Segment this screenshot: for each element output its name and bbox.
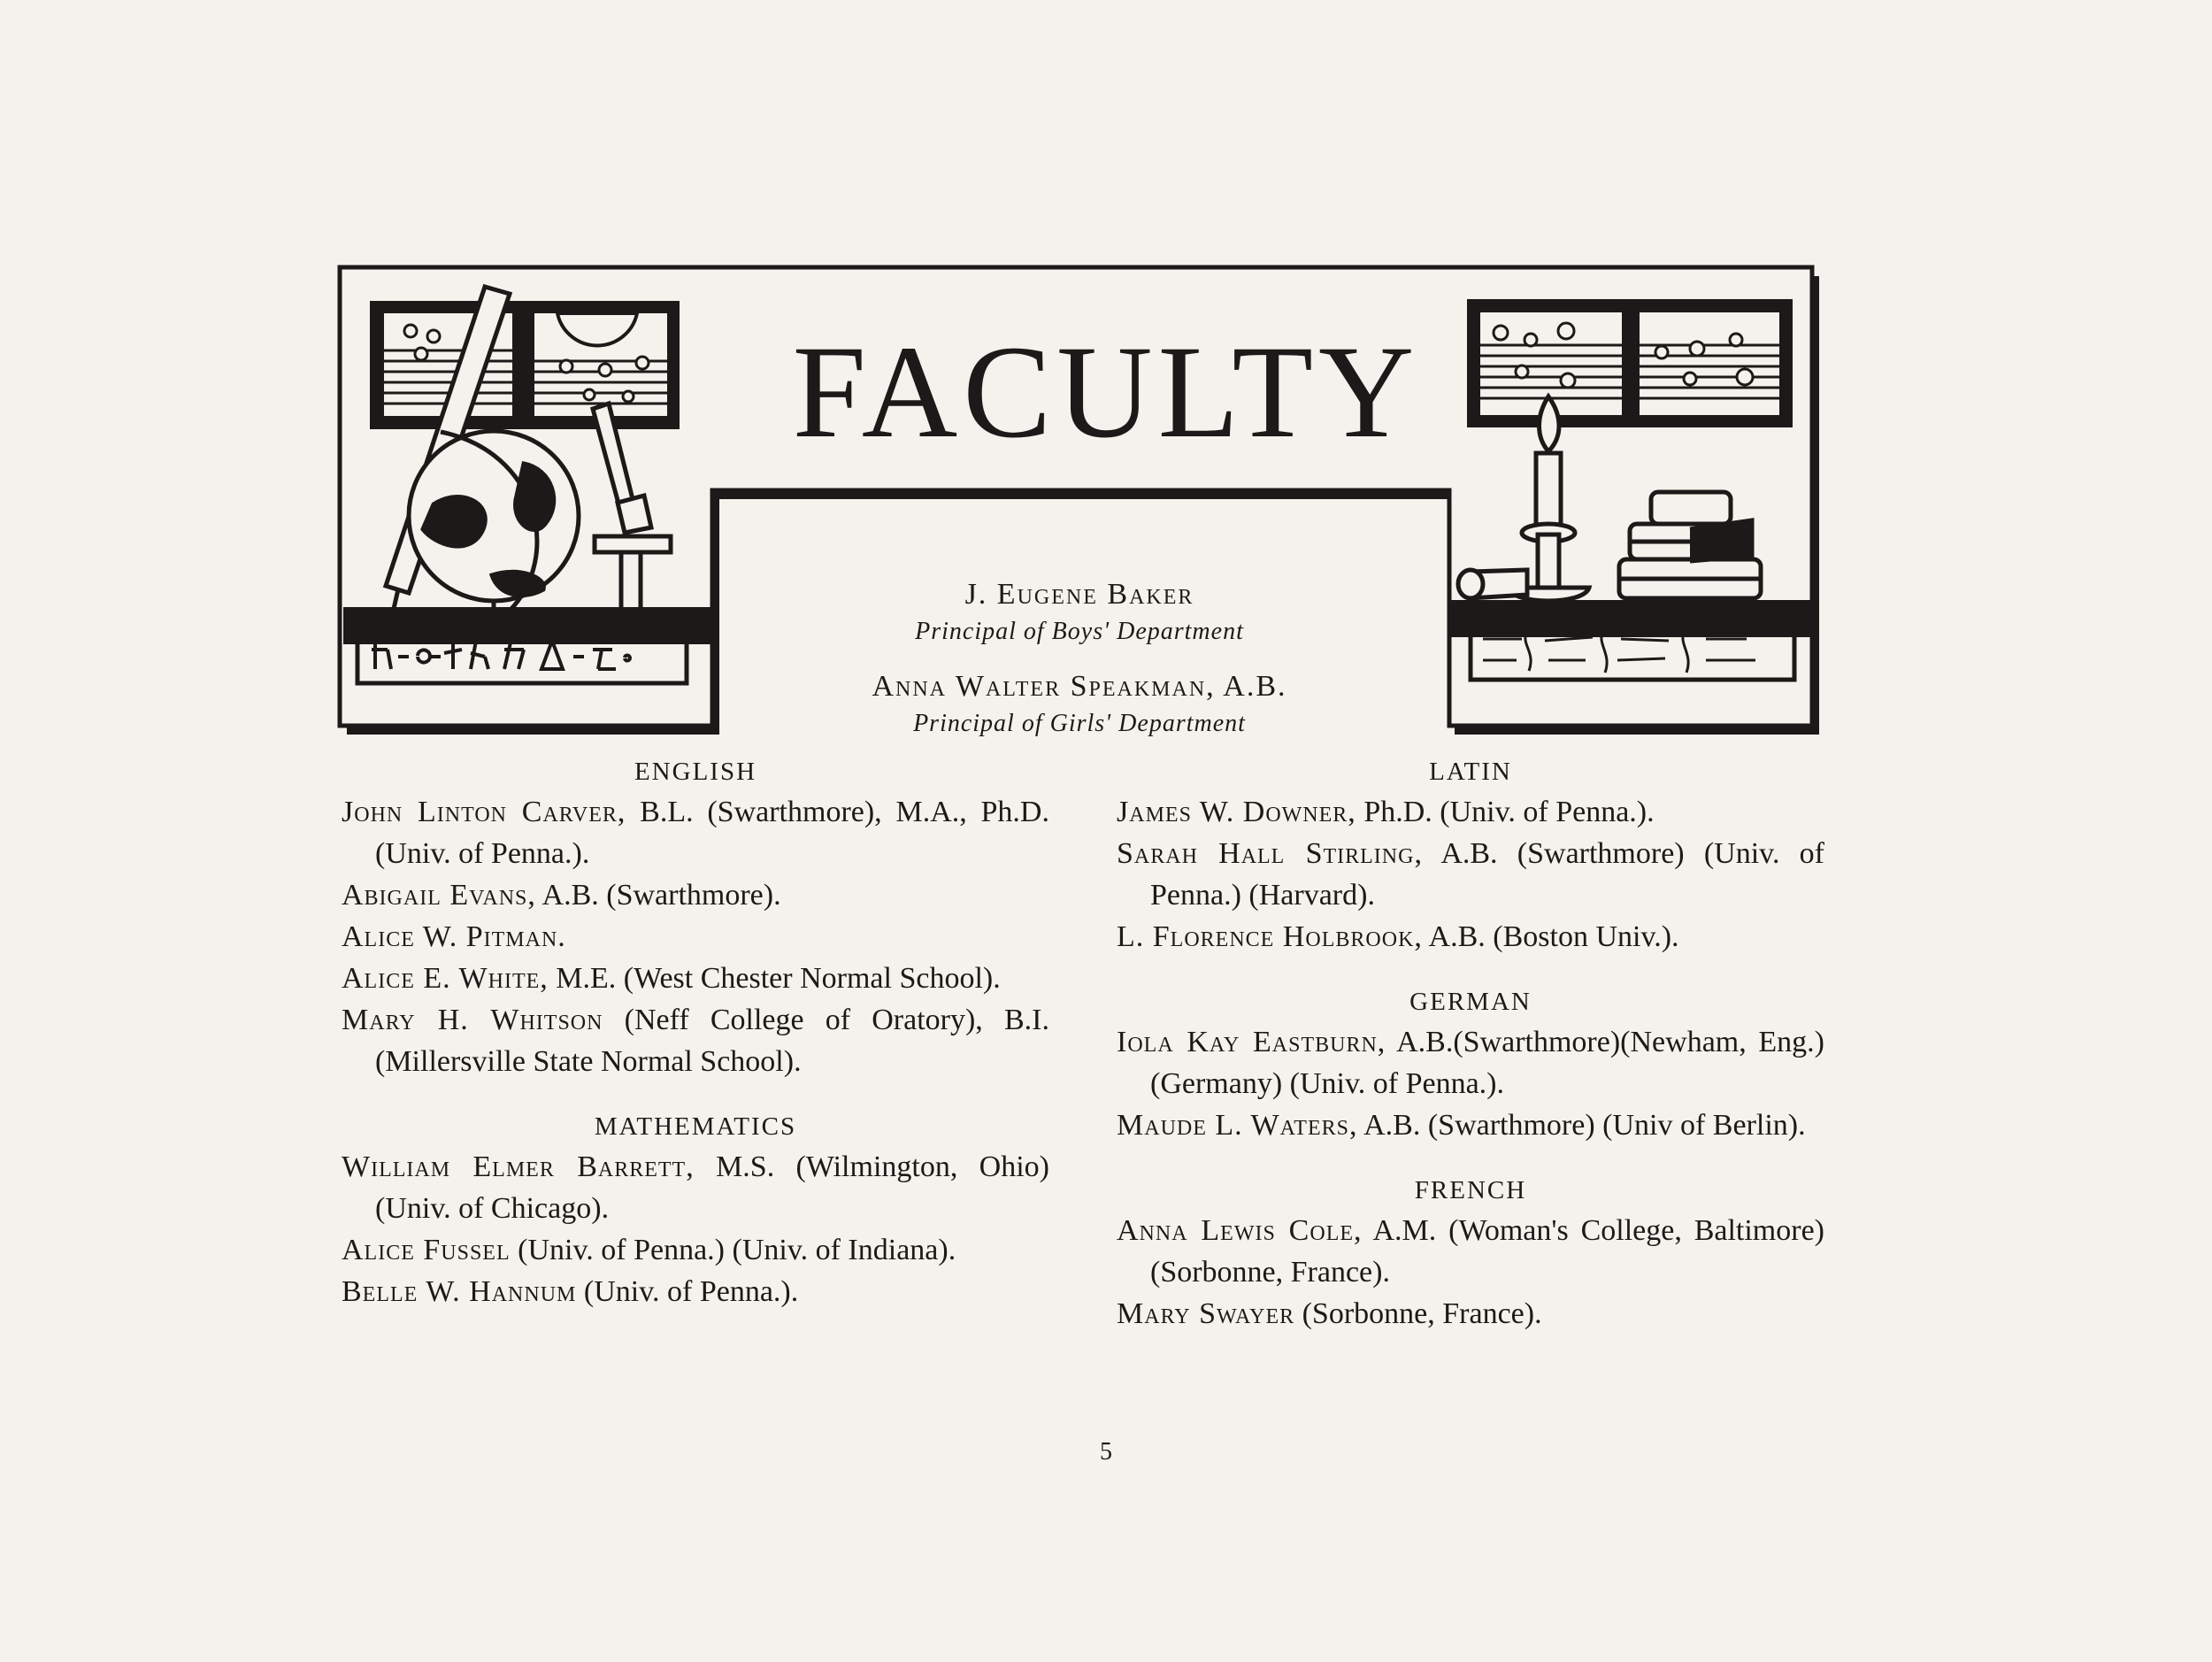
faculty-details: B.L. (Swarthmore), M.A., Ph.D. (Univ. of Penna.). — [375, 796, 1049, 870]
faculty-entry — [1117, 1021, 1824, 1104]
faculty-name: Belle W. Hannum — [342, 1275, 577, 1308]
faculty-details: (Univ. of Penna.). — [576, 1275, 799, 1308]
faculty-name: James W. Downer, — [1117, 796, 1356, 828]
principal-role: Principal of Boys' Department — [915, 618, 1244, 645]
faculty-entry — [1117, 916, 1824, 958]
faculty-name: L. Florence Holbrook, — [1117, 920, 1423, 953]
faculty-name: Alice Fussel — [342, 1234, 511, 1266]
faculty-name: Iola Kay Eastburn, — [1117, 1026, 1386, 1058]
principal-name: Anna Walter Speakman, A.B. — [872, 670, 1287, 703]
faculty-name: John Linton Carver, — [342, 796, 626, 828]
faculty-name: Maude L. Waters, — [1117, 1109, 1358, 1142]
section-heading: LATIN — [1429, 758, 1512, 786]
faculty-name: Mary H. Whitson — [342, 1004, 603, 1036]
principal-role: Principal of Girls' Department — [913, 710, 1246, 737]
faculty-name: Anna Lewis Cole, — [1117, 1214, 1363, 1247]
page-number: 5 — [1100, 1438, 1112, 1466]
faculty-name: Mary Swayer — [1117, 1297, 1295, 1330]
faculty-entry — [342, 791, 1049, 874]
faculty-details: A.B. (Swarthmore) (Univ. of Penna.) (Harvard). — [1150, 837, 1824, 912]
faculty-entry — [342, 874, 1049, 916]
faculty-entry — [342, 958, 1049, 999]
faculty-details: M.S. (Wilmington, Ohio) (Univ. of Chicago). — [375, 1150, 1050, 1225]
faculty-entry — [1117, 1104, 1824, 1146]
principal-name: J. Eugene Baker — [964, 578, 1194, 611]
section-latin — [1117, 752, 1824, 958]
faculty-details: A.B. (Boston Univ.). — [1422, 920, 1679, 953]
faculty-column-left — [342, 752, 1049, 1337]
faculty-entry — [1117, 1210, 1824, 1293]
section-heading: ENGLISH — [634, 758, 757, 786]
faculty-name: Alice E. White, — [342, 962, 549, 995]
faculty-entry — [342, 1146, 1049, 1229]
faculty-entry — [1117, 833, 1824, 916]
section-heading: MATHEMATICS — [594, 1112, 797, 1141]
section-heading: FRENCH — [1414, 1176, 1527, 1204]
faculty-name: Sarah Hall Stirling, — [1117, 837, 1423, 870]
faculty-details: A.M. (Woman's College, Baltimore) (Sorbonne, France). — [1150, 1214, 1824, 1289]
faculty-details: (Neff College of Oratory), B.I. (Millersville State Normal School). — [375, 1004, 1049, 1078]
faculty-details: M.E. (West Chester Normal School). — [548, 962, 1001, 995]
principals-block — [761, 575, 1398, 759]
section-french — [1117, 1171, 1824, 1335]
faculty-details: Ph.D. (Univ. of Penna.). — [1356, 796, 1655, 828]
faculty-details: (Univ. of Penna.) (Univ. of Indiana). — [510, 1234, 956, 1266]
section-mathematics — [342, 1107, 1049, 1312]
section-heading: GERMAN — [1409, 988, 1532, 1016]
faculty-name: Alice W. Pitman. — [342, 920, 566, 953]
faculty-entry — [1117, 1293, 1824, 1335]
faculty-entry — [342, 999, 1049, 1082]
faculty-column-right — [1117, 752, 1824, 1359]
page-title: FACULTY — [792, 319, 1420, 466]
scroll-icon — [1458, 570, 1527, 598]
faculty-name: Abigail Evans, — [342, 879, 536, 912]
faculty-details: A.B. (Swarthmore) (Univ of Berlin). — [1357, 1109, 1806, 1142]
faculty-name: William Elmer Barrett, — [342, 1150, 695, 1183]
faculty-details: A.B.(Swarthmore)(Newham, Eng.) (Germany) (Univ. of Penna.). — [1150, 1026, 1824, 1100]
faculty-entry — [342, 1271, 1049, 1312]
section-english — [342, 752, 1049, 1082]
section-german — [1117, 982, 1824, 1146]
faculty-entry — [1117, 791, 1824, 833]
faculty-details: A.B. (Swarthmore). — [535, 879, 781, 912]
faculty-entry — [342, 916, 1049, 958]
faculty-details: (Sorbonne, France). — [1294, 1297, 1542, 1330]
faculty-entry — [342, 1229, 1049, 1271]
